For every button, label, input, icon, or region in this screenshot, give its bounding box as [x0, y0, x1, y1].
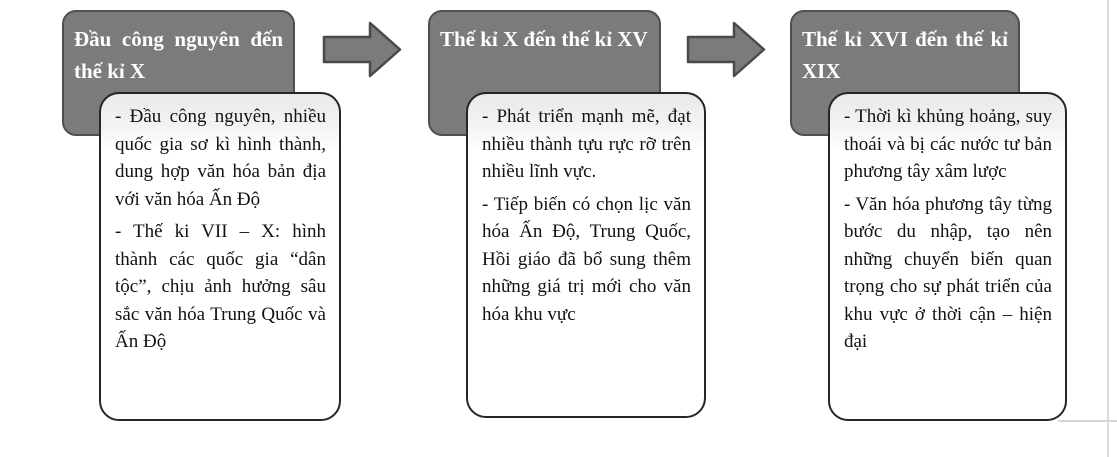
stage3-bullet-1: - Thời kì khủng hoảng, suy thoái và bị các nước tư bản phương tây xâm lược [844, 106, 1052, 183]
stage1-bullet-2: - Thế ki VII – X: hình thành các quốc gia “dân tộc”, chịu ảnh hưởng sâu sắc văn hóa Trung Quốc và Ấn Độ [115, 221, 326, 353]
stage2-header-label: Thế kỉ X đến thế kỉ XV [440, 27, 648, 51]
stage2-detail-box [466, 92, 706, 418]
stage3-detail-box [828, 92, 1067, 421]
stage1-header-label: Đầu công nguyên đến thế kỉ X [74, 27, 283, 83]
stage3-bullet-2: - Văn hóa phương tây từng bước du nhập, tạo nên những chuyển biến quan trọng cho sự phát triển của khu vực ở thời cận – hiện đại [844, 193, 1052, 353]
stage2-bullet-1: - Phát triển mạnh mẽ, đạt nhiều thành tựu rực rỡ trên nhiều lĩnh vực. [482, 106, 691, 183]
stage2-bullet-2: - Tiếp biến có chọn lịc văn hóa Ấn Độ, Trung Quốc, Hồi giáo đã bổ sung thêm những giá trị mới cho văn hóa khu vực [482, 193, 691, 325]
page-edge-vertical-line [1107, 0, 1109, 457]
right-arrow-icon [322, 20, 403, 79]
stage1-bullet-1: - Đầu công nguyên, nhiều quốc gia sơ kì hình thành, dung hợp văn hóa bản địa với văn hóa Ấn Độ [115, 106, 326, 210]
stage3-header-label: Thế kỉ XVI đến thế kỉ XIX [802, 27, 1008, 83]
right-arrow-icon [686, 20, 767, 79]
stage1-detail-box [99, 92, 341, 421]
page-edge-horizontal-line [1058, 420, 1117, 422]
